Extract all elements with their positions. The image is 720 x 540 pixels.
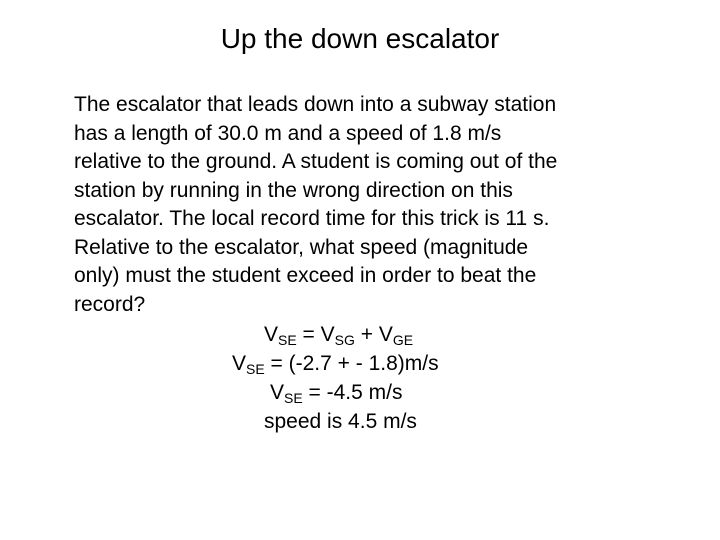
velocity-subscript: SE	[246, 361, 265, 377]
problem-line: relative to the ground. A student is coming out of the	[74, 150, 558, 173]
problem-line: only) must the student exceed in order to beat the	[74, 264, 537, 287]
problem-line: record?	[74, 292, 146, 316]
problem-line: has a length of 30.0 m and a speed of 1.8 m/s	[74, 121, 502, 145]
problem-line: Relative to the escalator, what speed (magnitude	[74, 235, 529, 259]
velocity-addition-equation	[264, 320, 720, 349]
velocity-symbol: V	[264, 323, 279, 346]
velocity-subscript: SG	[334, 332, 355, 348]
velocity-symbol: V	[378, 323, 393, 346]
velocity-symbol: V	[320, 323, 335, 346]
equation-rest: = (-2.7 + - 1.8)m/s	[264, 352, 439, 375]
problem-line: escalator. The local record time for this trick is 11 s.	[74, 207, 550, 230]
velocity-subscript: GE	[392, 332, 414, 348]
slide-title: Up the down escalator	[220, 23, 500, 54]
result-equation	[270, 378, 720, 407]
problem-statement	[74, 91, 644, 319]
velocity-subscript: SE	[284, 390, 303, 406]
velocity-symbol: V	[270, 381, 285, 404]
final-answer: speed is 4.5 m/s	[264, 410, 417, 433]
velocity-subscript: SE	[278, 332, 297, 348]
solution-block	[0, 320, 720, 436]
substitution-equation	[232, 349, 720, 378]
plus-operator: +	[354, 323, 379, 346]
velocity-symbol: V	[232, 352, 247, 375]
equation-rest: = -4.5 m/s	[302, 381, 403, 404]
equals-operator: =	[296, 323, 321, 346]
problem-line: station by running in the wrong direction on this	[74, 178, 513, 202]
problem-line: The escalator that leads down into a subway station	[74, 93, 557, 116]
